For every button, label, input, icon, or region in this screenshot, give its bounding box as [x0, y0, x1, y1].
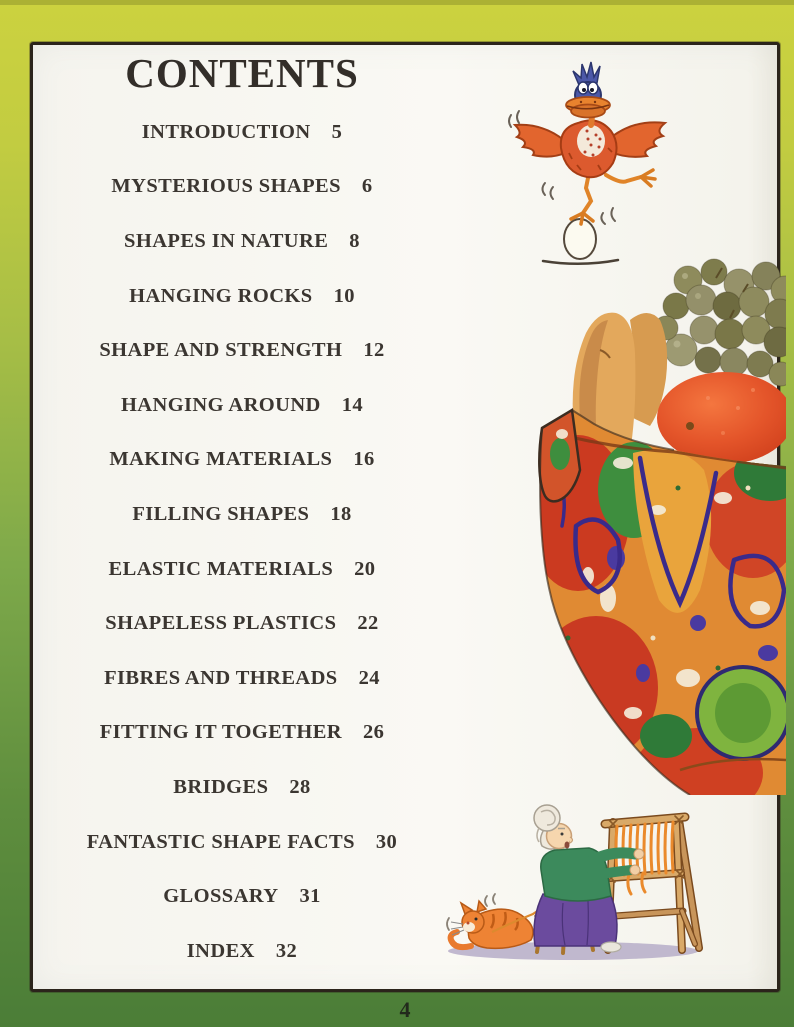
toc-entry-page: 22: [357, 612, 379, 635]
toc-entry: [33, 706, 451, 761]
table-of-contents: [33, 105, 451, 979]
toc-entry: [33, 924, 451, 979]
toc-entry: [33, 651, 451, 706]
toc-entry-page: 8: [349, 229, 360, 252]
toc-entry-label: SHAPES IN NATURE: [124, 229, 329, 252]
page-title: CONTENTS: [125, 50, 359, 96]
toc-entry: [33, 269, 451, 324]
toc-entry-page: 10: [333, 284, 355, 307]
toc-entry-page: 18: [330, 502, 352, 525]
toc-entry: [33, 487, 451, 542]
toc-entry-label: GLOSSARY: [163, 885, 279, 908]
loom: [605, 816, 699, 950]
toc-entry-label: INTRODUCTION: [141, 120, 311, 143]
toc-entry: [33, 105, 451, 160]
toc-entry: [33, 760, 451, 815]
toc-entry-page: 32: [275, 939, 298, 962]
toc-entry-label: MAKING MATERIALS: [109, 448, 333, 471]
toc-entry-page: 6: [361, 175, 373, 198]
toc-entry: [33, 815, 451, 870]
toc-entry: [33, 378, 451, 433]
toc-entry-label: HANGING AROUND: [120, 393, 321, 416]
toc-entry: [33, 160, 451, 215]
toc-entry-label: SHAPELESS PLASTICS: [105, 612, 337, 635]
toc-entry-label: FITTING IT TOGETHER: [99, 721, 342, 744]
toc-entry-page: 31: [299, 885, 321, 908]
toc-entry-label: FILLING SHAPES: [132, 502, 310, 525]
toc-entry-label: FIBRES AND THREADS: [104, 666, 338, 689]
fruit-bowl-photo: [538, 258, 786, 795]
toc-entry-label: INDEX: [186, 939, 255, 962]
cat: [447, 894, 542, 948]
toc-entry-page: 20: [354, 557, 376, 580]
toc-entry-page: 5: [331, 120, 343, 143]
toc-entry-label: SHAPE AND STRENGTH: [99, 339, 343, 362]
toc-entry-label: HANGING ROCKS: [129, 284, 313, 307]
page-number: 4: [399, 997, 411, 1022]
toc-entry-page: 30: [375, 830, 398, 853]
bird-on-egg-illustration: [503, 53, 678, 268]
book-page: [30, 42, 780, 992]
toc-entry: [33, 869, 451, 924]
toc-entry-page: 12: [363, 339, 385, 362]
grapes: [654, 259, 786, 386]
orange: [657, 372, 786, 464]
scan-edge: [0, 0, 794, 5]
toc-entry: [33, 214, 451, 269]
toc-entry-page: 26: [363, 721, 385, 744]
toc-entry: [33, 542, 451, 597]
toc-entry-label: MYSTERIOUS SHAPES: [111, 175, 341, 198]
toc-entry: [33, 323, 451, 378]
toc-entry-label: FANTASTIC SHAPE FACTS: [86, 830, 355, 853]
toc-entry-label: ELASTIC MATERIALS: [108, 557, 334, 580]
toc-entry: [33, 433, 451, 488]
granny-weaving-illustration: [443, 798, 703, 965]
toc-entry-page: 14: [341, 393, 364, 416]
toc-entry-label: BRIDGES: [173, 775, 269, 798]
toc-entry-page: 16: [353, 448, 375, 471]
toc-entry-page: 24: [358, 666, 380, 689]
toc-entry: [33, 596, 451, 651]
toc-entry-page: 28: [289, 775, 311, 798]
